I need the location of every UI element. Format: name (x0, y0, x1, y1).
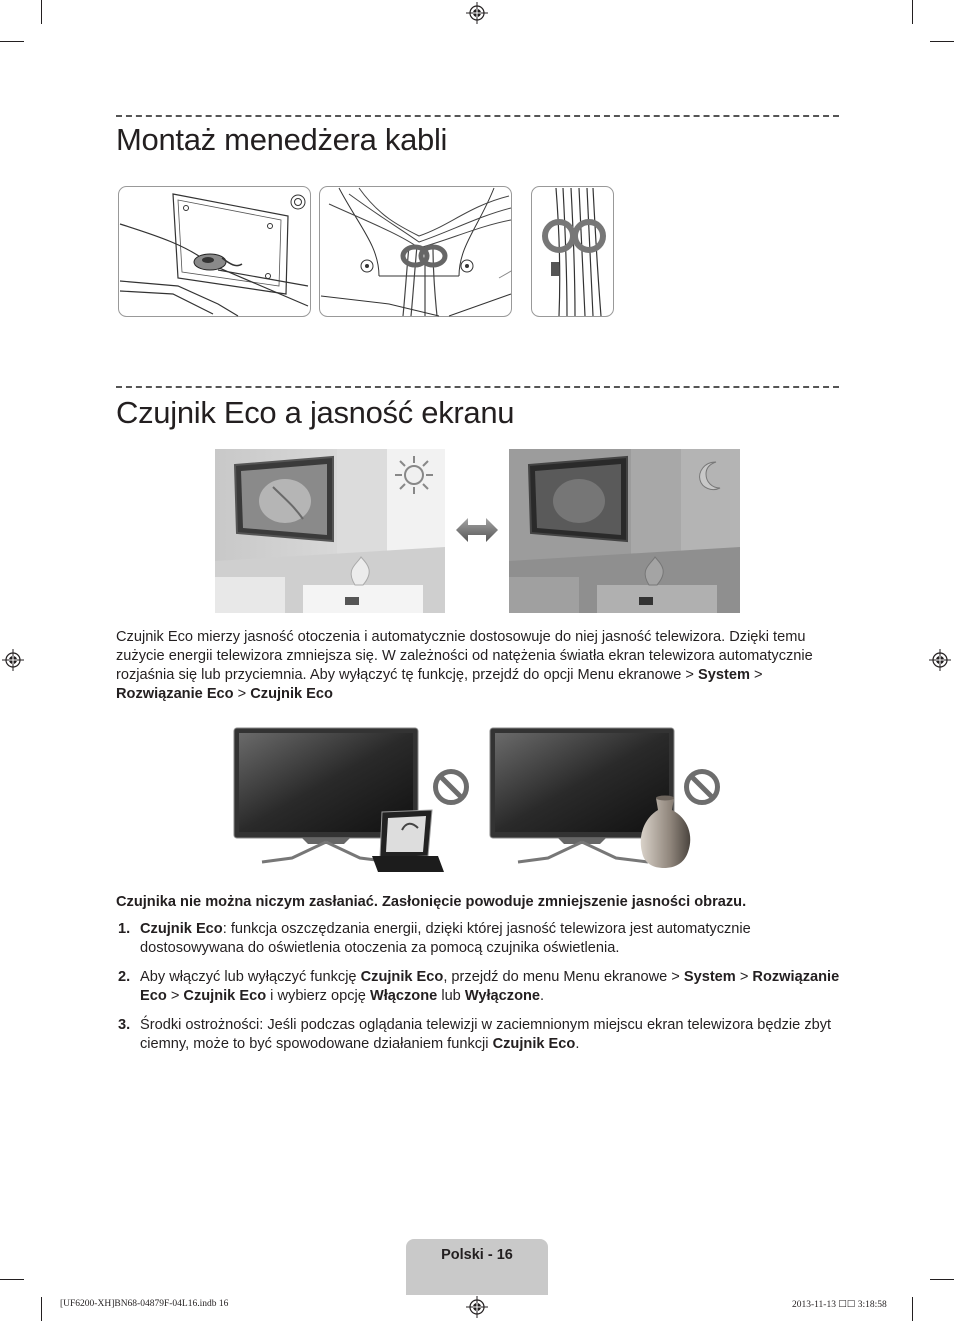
registration-mark-icon (2, 649, 24, 671)
prohibited-icon (432, 768, 470, 806)
list-item-text: lub (437, 988, 465, 1004)
eco-sensor-intro (116, 628, 840, 704)
moon-icon (692, 458, 728, 494)
menu-path-system: System (698, 667, 750, 683)
cable-manager-step-3-image (531, 186, 614, 317)
list-item-term: Czujnik Eco (492, 1036, 576, 1052)
section-divider (116, 386, 839, 388)
intro-text: Czujnik Eco mierzy jasność otoczenia i automatycznie dostosowuje do niej jasność telewizora. Dzięki temu zużycie energii telewizora zmniejsza się. W zależności od natężenia światła ekran telewizora automatycznie rozjaśnia się lub przyciemnia. Aby wyłączyć tę funkcję, przejdź do opcji Menu ekranowe > (116, 629, 813, 683)
registration-mark-icon (466, 1296, 488, 1318)
list-item-text: . (575, 1036, 580, 1052)
cable-manager-step-2-image (319, 186, 512, 317)
print-slug-left: [UF6200-XH]BN68-04879F-04L16.indb 16 (60, 1299, 229, 1309)
cable-manager-step-1-image (118, 186, 311, 317)
crop-mark (930, 1279, 954, 1280)
page-number-tab: Polski - 16 (406, 1239, 548, 1295)
menu-path-system: System (683, 969, 736, 985)
menu-path-eco-sensor: Czujnik Eco (250, 686, 333, 702)
list-item-number: 1. (118, 921, 131, 937)
section-divider (116, 115, 839, 117)
menu-path-eco-solution: Rozwiązanie Eco (116, 686, 234, 702)
crop-mark (912, 1297, 913, 1321)
crop-mark (41, 0, 42, 24)
print-slug-right: 2013-11-13 ☐☐ 3:18:58 (792, 1300, 887, 1310)
crop-mark (41, 1297, 42, 1321)
list-item (116, 920, 840, 958)
list-item-text: i wybierz opcję (266, 988, 370, 1004)
registration-mark-icon (466, 2, 488, 24)
list-item-term: Czujnik Eco (140, 921, 223, 937)
list-item-text: . (540, 988, 545, 1004)
list-item (116, 968, 840, 1006)
crop-mark (0, 41, 24, 42)
list-item-number: 2. (118, 969, 131, 985)
list-item-term: Czujnik Eco (360, 969, 444, 985)
list-item-text: : funkcja oszczędzania energii, dzięki której jasność telewizora jest automatycznie dostosowywana do oświetlenia otoczenia za pomocą czujnika oświetlenia. (140, 921, 751, 956)
double-arrow-icon (455, 517, 499, 543)
list-item-text: Aby włączyć lub wyłączyć funkcję (140, 969, 361, 985)
section-title-eco-sensor: Czujnik Eco a jasność ekranu (116, 395, 515, 430)
crop-mark (930, 41, 954, 42)
prohibited-icon (683, 768, 721, 806)
crop-mark (0, 1279, 24, 1280)
option-off: Wyłączone (464, 988, 541, 1004)
menu-path-eco-sensor: Czujnik Eco (183, 988, 267, 1004)
registration-mark-icon (929, 649, 951, 671)
list-item-text: , przejdź do menu Menu ekranowe > (443, 969, 684, 985)
list-item-number: 3. (118, 1017, 131, 1033)
list-item (116, 1016, 840, 1054)
menu-path-eco-solution: Rozwiązanie Eco (140, 969, 840, 1004)
menu-path-separator: > (749, 667, 763, 683)
section-title-cable-manager: Montaż menedżera kabli (116, 122, 448, 157)
option-on: Włączone (369, 988, 438, 1004)
crop-mark (912, 0, 913, 24)
menu-path-separator: > (735, 969, 753, 985)
sensor-warning: Czujnika nie można niczym zasłaniać. Zasłonięcie powoduje zmniejszenie jasności obrazu. (116, 894, 747, 910)
sun-icon (393, 454, 435, 496)
list-item-text: Środki ostrożności: Jeśli podczas oglądania telewizji w zaciemnionym miejscu ekran telewizora będzie zbyt ciemny, może to być spowodowane działaniem funkcji (140, 1017, 832, 1052)
menu-path-separator: > (166, 988, 184, 1004)
menu-path-separator: > (233, 686, 251, 702)
